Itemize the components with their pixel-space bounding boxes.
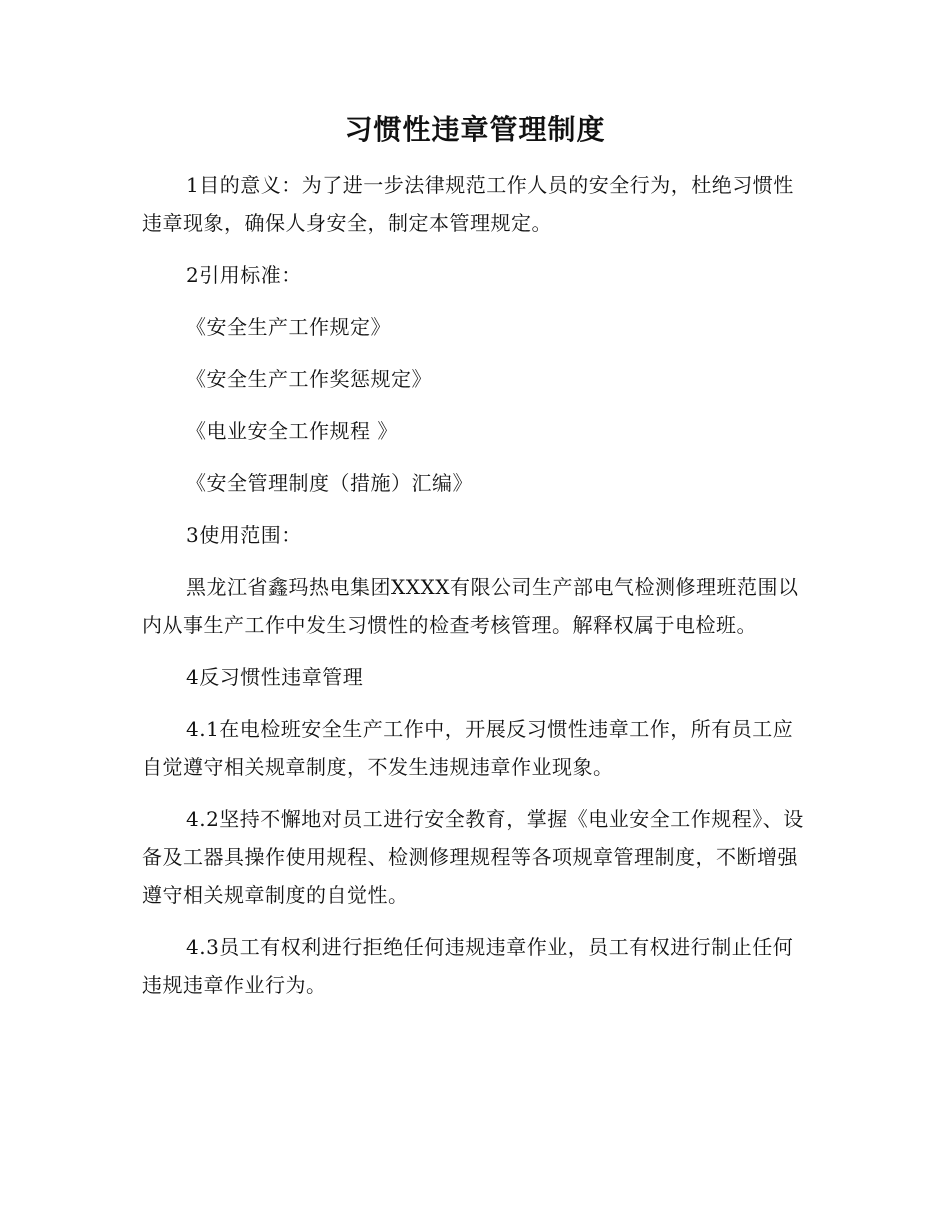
heading-scope: 3使用范围： xyxy=(186,523,302,547)
heading-references: 2引用标准： xyxy=(186,263,302,287)
reference-item: 《安全管理制度（措施）汇编》 xyxy=(186,471,473,495)
reference-item: 《安全生产工作规定》 xyxy=(186,315,391,339)
clause-4-3: 4.3员工有权利进行拒绝任何违规违章作业，员工有权进行制止任何违规违章作业行为。 xyxy=(142,935,794,997)
reference-item: 《电业安全工作规程 》 xyxy=(186,419,398,443)
heading-management: 4反习惯性违章管理 xyxy=(186,665,364,689)
paragraph-scope: 黑龙江省鑫玛热电集团XXXX有限公司生产部电气检测修理班范围以内从事生产工作中发生习惯性的检查考核管理。解释权属于电检班。 xyxy=(142,575,799,637)
reference-item: 《安全生产工作奖惩规定》 xyxy=(186,367,432,391)
clause-4-1: 4.1在电检班安全生产工作中，开展反习惯性违章工作，所有员工应自觉遵守相关规章制度，不发生违规违章作业现象。 xyxy=(142,717,794,779)
document-title: 习惯性违章管理制度 xyxy=(344,113,606,146)
paragraph-purpose: 1目的意义：为了进一步法律规范工作人员的安全行为，杜绝习惯性违章现象，确保人身安全，制定本管理规定。 xyxy=(142,173,794,235)
clause-4-2: 4.2坚持不懈地对员工进行安全教育，掌握《电业安全工作规程》、设备及工器具操作使用规程、检测修理规程等各项规章管理制度，不断增强遵守相关规章制度的自觉性。 xyxy=(142,807,804,907)
document-page xyxy=(142,110,808,1018)
